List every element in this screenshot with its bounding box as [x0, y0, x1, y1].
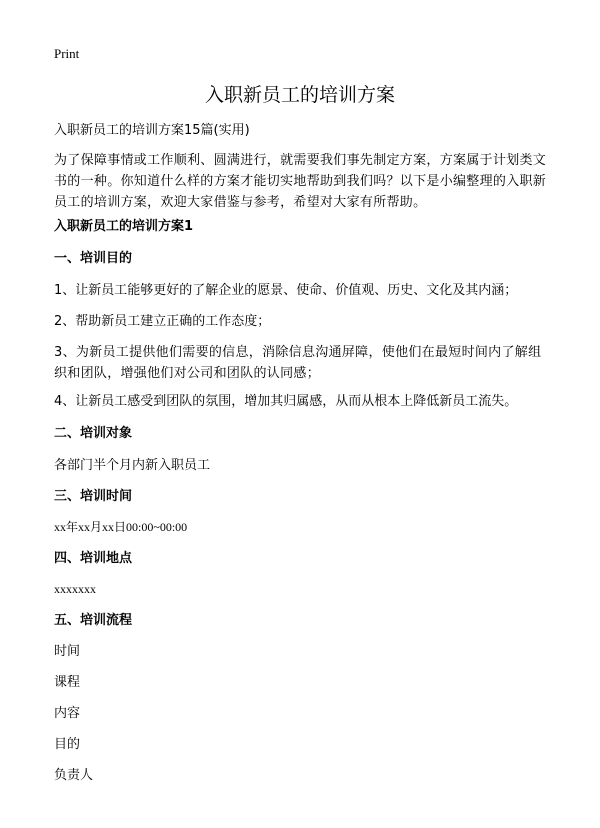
section-heading-location: 四、培训地点 [54, 551, 133, 566]
section-heading-time: 三、培训时间 [54, 489, 133, 504]
purpose-item: 1、让新员工能够更好的了解企业的愿景、使命、价值观、历史、文化及其内涵； [54, 283, 518, 298]
audience-text: 各部门半个月内新入职员工 [54, 458, 211, 473]
process-item-course: 课程 [54, 675, 81, 690]
process-item-content: 内容 [54, 706, 81, 721]
intro-paragraph: 为了保障事情或工作顺利、圆满进行，就需要我们事先制定方案，方案属于计划类文书的一种。你知道什么样的方案才能切实地帮助到我们吗？以下是小编整理的入职新员工的培训方案，欢迎大家借鉴与参考，希望对大家有所帮助。 [54, 153, 547, 210]
purpose-item: 4、让新员工感受到团队的氛围，增加其归属感，从而从根本上降低新员工流失。 [54, 394, 518, 409]
process-item-purpose: 目的 [54, 737, 81, 752]
section-heading-process: 五、培训流程 [54, 613, 133, 628]
document-title: 入职新员工的培训方案 [204, 84, 395, 106]
process-item-owner: 负责人 [54, 768, 94, 783]
document-subtitle: 入职新员工的培训方案15篇(实用) [54, 123, 250, 138]
process-item-time: 时间 [54, 644, 81, 659]
section-heading-purpose: 一、培训目的 [54, 251, 133, 266]
time-text: xx年xx月xx日00:00~00:00 [54, 520, 188, 534]
purpose-item: 3、为新员工提供他们需要的信息，消除信息沟通屏障，使他们在最短时间内了解组织和团队，增强他们对公司和团队的认同感； [54, 345, 542, 381]
print-label: Print [54, 46, 80, 61]
section-heading-audience: 二、培训对象 [54, 426, 133, 441]
purpose-item: 2、帮助新员工建立正确的工作态度； [54, 314, 271, 329]
location-text: xxxxxxx [54, 582, 96, 596]
plan-heading: 入职新员工的培训方案1 [54, 219, 194, 234]
